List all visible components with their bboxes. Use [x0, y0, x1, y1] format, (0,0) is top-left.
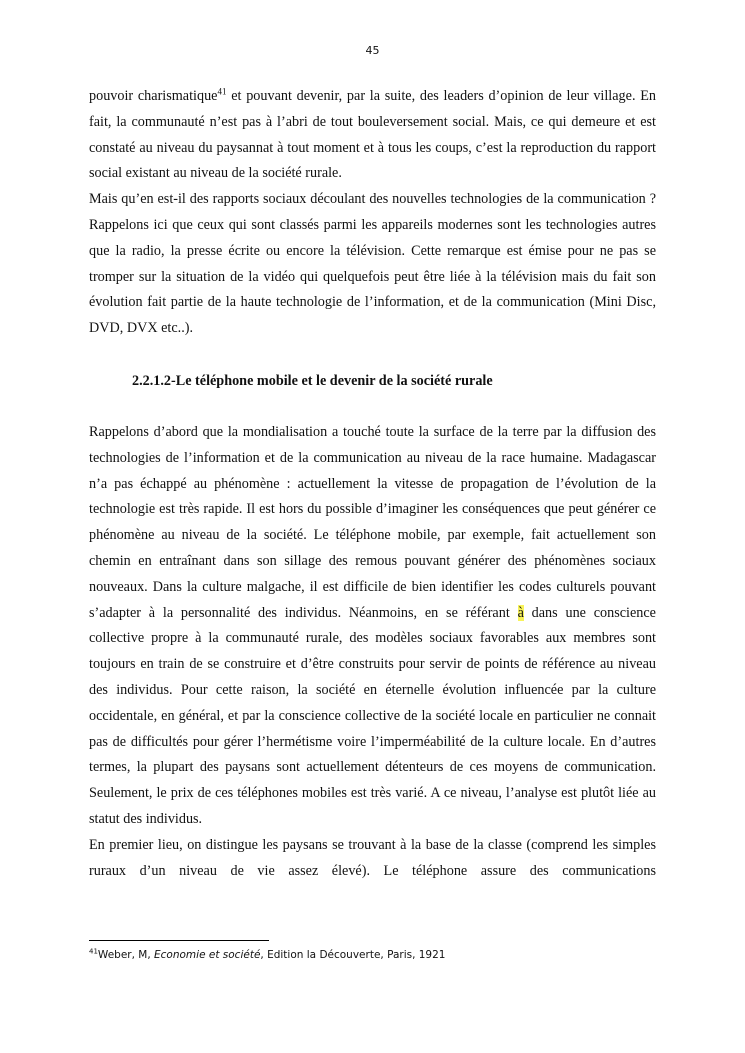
paragraph-text: dans une conscience collective propre à la communauté rurale, des modèles sociaux favorables aux membres sont toujours en train de se construire et d’être construits pour servir de points de référence au niveau des individus. Pour cette raison, la société en éternelle évolution influencée par la culture occidentale, en général, et par la conscience collective de la société locale en particulier ne connait pas de difficultés pour gérer l’hermétisme voire l’imperméabilité de la culture locale. En d’autres termes, la plupart des paysans sont actuellement détenteurs de ces moyens de communication. Seulement, le prix de ces téléphones mobiles est très varié. A ce niveau, l’analyse est plutôt liée au statut des individus. — [89, 604, 656, 827]
paragraph-text: et pouvant devenir, par la suite, des leaders d’opinion de leur village. En fait, la communauté n’est pas à l’abri de tout bouleversement social. Mais, ce qui demeure et est constaté au niveau du paysannat à tout moment et à tous les coups, c’est la reproduction du rapport social existant au niveau de la société rurale. — [89, 88, 656, 182]
paragraph: En premier lieu, on distingue les paysans se trouvant à la base de la classe (comprend les simples ruraux d’un niveau de vie assez élevé). Le téléphone assure des communications — [89, 836, 656, 879]
footnote-number: 41 — [89, 947, 98, 956]
text-block-section — [89, 420, 656, 884]
paragraph — [89, 84, 656, 187]
text-block-intro — [89, 84, 656, 342]
paragraph — [89, 420, 656, 833]
highlighted-text: à — [517, 604, 524, 621]
page-number: 45 — [365, 44, 380, 57]
footnote-title: Economie et société — [154, 949, 261, 961]
paragraph-text: pouvoir charismatique — [89, 88, 218, 104]
footnote-separator — [89, 940, 269, 941]
paragraph: Mais qu’en est-il des rapports sociaux découlant des nouvelles technologies de la communication ? Rappelons ici que ceux qui sont classés parmi les appareils modernes sont les technologies autres que la radio, la presse écrite ou encore la télévision. Cette remarque est émise pour ne pas se tromper sur la situation de la vidéo qui quelquefois peut être liée à la télévision mais du fait son évolution fait partie de la haute technologie de l’information, et de la communication (Mini Disc, DVD, DVX etc..). — [89, 191, 656, 337]
footnote-publisher: , Edition la Découverte, Paris, 1921 — [260, 949, 446, 961]
footnote-author: Weber, M, — [97, 949, 155, 961]
paragraph-text: Rappelons d’abord que la mondialisation a touché toute la surface de la terre par la diffusion des technologies de l’information et de la communication au niveau de la race humaine. Madagascar n’a pas échappé au phénomène : actuellement la vitesse de propagation de l’évolution de la technologie est très rapide. Il est hors du possible d’imaginer les conséquences que peut générer ce phénomène au niveau de la société. Le téléphone mobile, par exemple, fait actuellement son chemin en entraînant dans son sillage des remous pouvant générer des phénomènes sociaux nouveaux. Dans la culture malgache, il est difficile de bien identifier les codes culturels pouvant s’adapter à la personnalité des individus. Néanmoins, en se référant — [89, 424, 656, 621]
footnote-reference[interactable]: 41 — [217, 86, 227, 97]
section-heading: 2.2.1.2-Le téléphone mobile et le devenir de la société rurale — [132, 373, 493, 389]
footnote — [89, 946, 445, 964]
